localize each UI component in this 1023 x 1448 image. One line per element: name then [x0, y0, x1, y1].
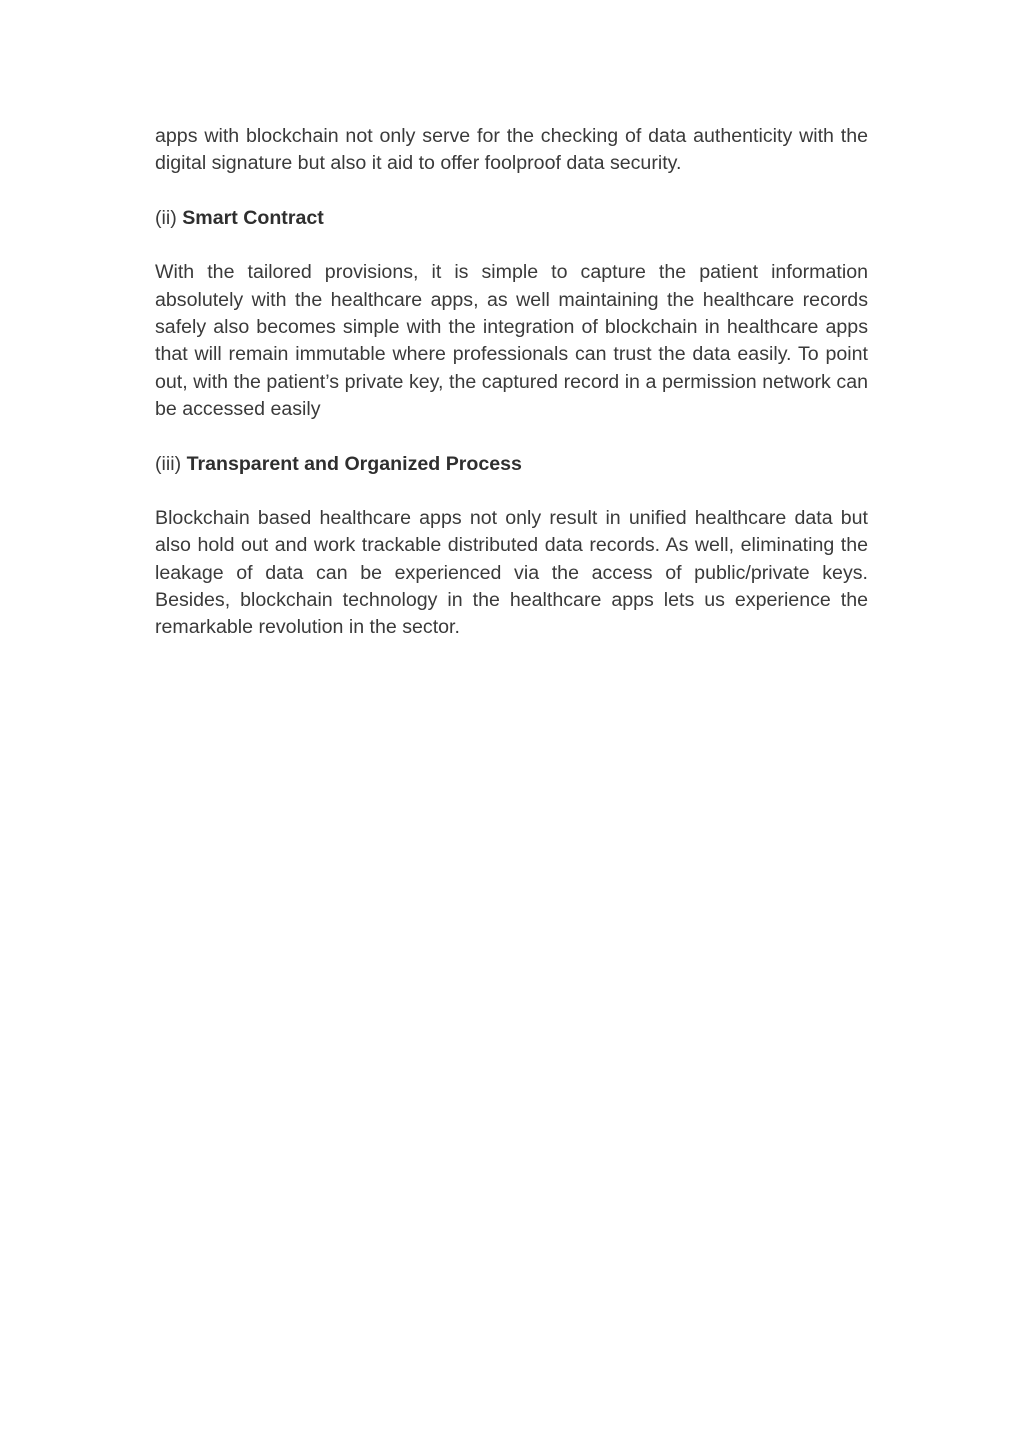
section-title: Smart Contract [182, 206, 324, 229]
section-title: Transparent and Organized Process [186, 452, 522, 475]
transparent-process-paragraph: Blockchain based healthcare apps not only result in unified healthcare data but also hold out and work trackable distributed data records. As well, eliminating the leakage of data can be experienced via the access of public/private keys. Besides, blockchain technology in the healthcare apps lets us experience the remarkable revolution in the sector. [155, 507, 868, 639]
section-heading-smart-contract [155, 205, 868, 232]
smart-contract-paragraph: With the tailored provisions, it is simple to capture the patient information absolutely with the healthcare apps, as well maintaining the healthcare records safely also becomes simple with the integration of blockchain in healthcare apps that will remain immutable where professionals can trust the data easily. To point out, with the patient’s private key, the captured record in a permission network can be accessed easily [155, 261, 868, 420]
section-number: (iii) [155, 452, 182, 475]
section-heading-transparent-process [155, 451, 868, 478]
intro-paragraph: apps with blockchain not only serve for the checking of data authenticity with the digital signature but also it aid to offer foolproof data security. [155, 125, 868, 175]
document-body [155, 123, 868, 669]
section-number: (ii) [155, 206, 177, 229]
